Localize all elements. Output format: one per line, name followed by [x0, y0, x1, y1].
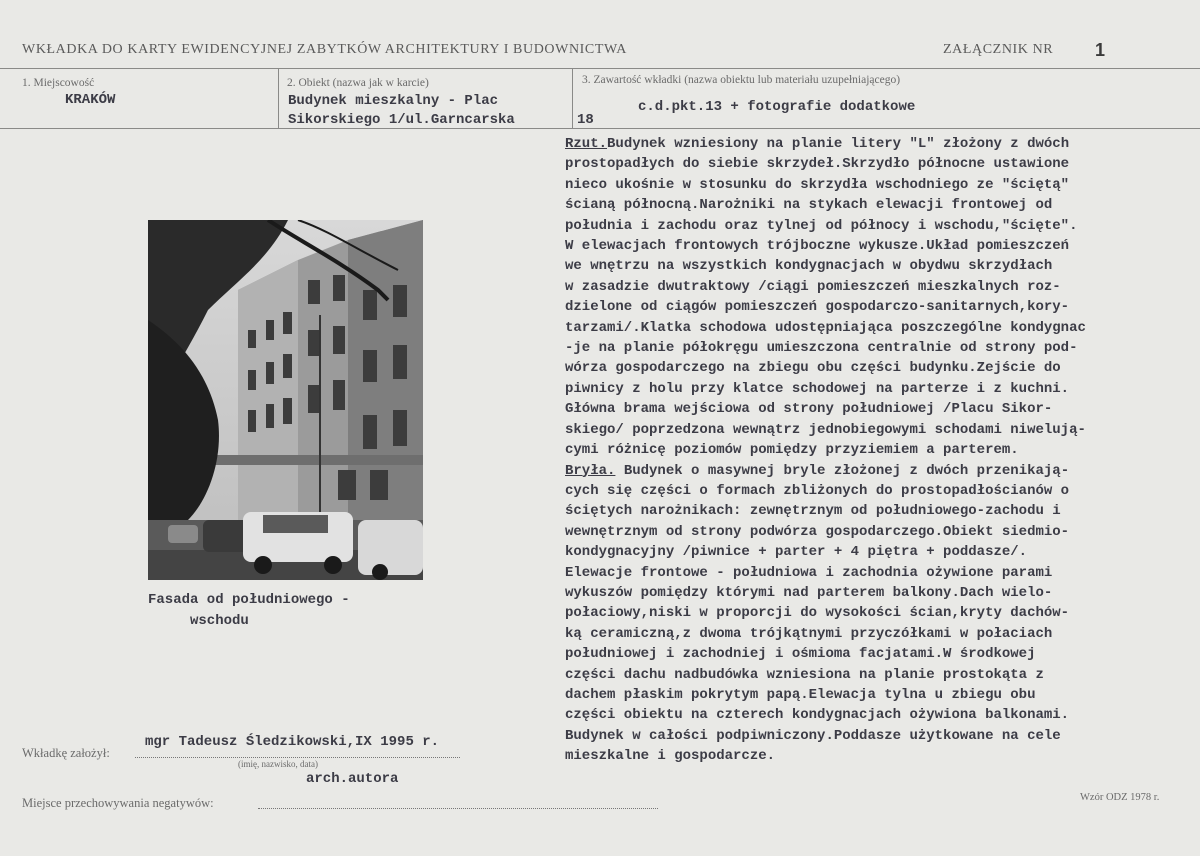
description-line-text: ścianą północną.Narożniki na stykach elewacji frontowej od [565, 197, 1053, 214]
description-line [565, 603, 1200, 623]
description-line-text: dzielone od ciągów pomieszczeń gospodarczo-sanitarnych,kory- [565, 299, 1070, 316]
contents-value: c.d.pkt.13 + fotografie dodatkowe [638, 99, 916, 115]
description-line [565, 726, 1200, 746]
description-line [565, 134, 1200, 154]
description-line-text: Budynek w całości podpiwniczony.Poddasze użytkowane na cele [565, 727, 1061, 744]
description-line [565, 461, 1200, 481]
description-line-text: -je na planie półokręgu umieszczona centralnie od strony pod- [565, 340, 1078, 357]
description-line [565, 624, 1200, 644]
locality-label: 1. Miejscowość [22, 77, 95, 89]
description-line-text: Budynek wzniesiony na planie litery "L" złożony z dwóch [607, 136, 1070, 152]
description-line [565, 236, 1200, 256]
description-line-text: nieco ukośnie w stosunku do skrzydła wschodniego ze "ściętą" [565, 176, 1070, 193]
description-line-text: części obiektu na czterech kondygnacjach ożywiona balkonami. [565, 707, 1070, 724]
description-line [565, 358, 1200, 378]
form-reference: Wzór ODZ 1978 r. [1080, 792, 1160, 803]
negatives-label: Miejsce przechowywania negatywów: [22, 796, 214, 810]
description-line-text: południa i zachodu oraz tylnej od północy i wschodu,"ścięte". [565, 217, 1078, 234]
description-line-text: wewnętrznym od strony podwórza gospodarczego.Obiekt siedmio- [565, 523, 1070, 540]
building-photo-image [148, 220, 423, 580]
description-line [565, 583, 1200, 603]
locality-value: KRAKÓW [65, 92, 116, 108]
description-line [565, 195, 1200, 215]
description-line-text: dachem płaskim pokrytym papą.Elewacja tylna u zbiegu obu [565, 686, 1036, 703]
description-line [565, 399, 1200, 419]
description-line [565, 318, 1200, 338]
description-line [565, 542, 1200, 562]
attachment-label: ZAŁĄCZNIK NR [943, 42, 1054, 57]
description-line [565, 481, 1200, 501]
description-line-text: cymi różnicę poziomów pomiędzy przyziemiem a parterem. [565, 442, 1019, 459]
description-line [565, 501, 1200, 521]
object-value-number: 18 [577, 112, 594, 128]
description-line [565, 746, 1200, 766]
description-line [565, 338, 1200, 358]
attachment-number: 1 [1095, 40, 1106, 60]
description-line [565, 297, 1200, 317]
author-label: Wkładkę założył: [22, 746, 110, 760]
column-divider-2 [572, 68, 573, 128]
description-line-text: Elewacje frontowe - południowa i zachodnia ożywione parami [565, 564, 1053, 581]
description-line-text: części dachu nadbudówka wzniesiona na planie prostokąta z [565, 666, 1044, 683]
description-line-text: piwnicy z holu przy klatce schodowej na parterze i z kuchni. [565, 380, 1070, 397]
photo-caption [148, 590, 350, 632]
object-label: 2. Obiekt (nazwa jak w karcie) [287, 77, 429, 89]
description-line [565, 216, 1200, 236]
description-line-text: ściętych narożnikach: zewnętrznym od południowego-zachodu i [565, 503, 1061, 520]
archive-value: arch.autora [306, 771, 399, 787]
description-line-text: prostopadłych do siebie skrzydeł.Skrzydło północne ustawione [565, 156, 1070, 173]
description-line-text: skiego/ poprzedzona wewnątrz jednobiegowymi schodami niwelują- [565, 421, 1086, 438]
author-value: mgr Tadeusz Śledzikowski,IX 1995 r. [145, 734, 440, 750]
description-line-text: Główna brama wejściowa od strony południowej /Placu Sikor- [565, 401, 1053, 418]
description-line [565, 644, 1200, 664]
header-bottom-rule [0, 128, 1200, 129]
description-line-text: południowej i zachodniej i ośmioma facjatami.W środkowej [565, 646, 1036, 663]
description-text [565, 134, 1200, 767]
description-line-text: we wnętrzu na wszystkich kondygnacjach w obydwu skrzydłach [565, 258, 1053, 275]
description-line [565, 277, 1200, 297]
description-line-text: w zasadzie dwutraktowy /ciągi pomieszczeń mieszkalnych roz- [565, 278, 1061, 295]
description-line-text: mieszkalne i gospodarcze. [565, 748, 776, 765]
description-line [565, 563, 1200, 583]
description-line-text: tarzami/.Klatka schodowa udostępniająca poszczególne kondygnac [565, 319, 1086, 336]
description-line-text: wórza gospodarczego na zbiegu obu części budynku.Zejście do [565, 360, 1061, 377]
description-line-text: W elewacjach frontowych trójboczne wykusze.Układ pomieszczeń [565, 238, 1070, 255]
description-line-text: kondygnacyjny /piwnice + parter + 4 piętra + poddasze/. [565, 544, 1028, 561]
negatives-underline [258, 808, 658, 809]
object-value-line2: Sikorskiego 1/ul.Garncarska [288, 112, 515, 128]
column-divider-1 [278, 68, 279, 128]
description-line [565, 154, 1200, 174]
description-line-text: połaciowy,niski w proporcji do wysokości ścian,kryty dachów- [565, 605, 1070, 622]
author-hint: (imię, nazwisko, data) [238, 759, 318, 769]
description-line [565, 379, 1200, 399]
description-line [565, 175, 1200, 195]
description-line [565, 420, 1200, 440]
section-heading: Bryła. [565, 462, 616, 479]
description-line [565, 685, 1200, 705]
description-line [565, 665, 1200, 685]
building-photograph [148, 220, 423, 580]
section-heading: Rzut. [565, 136, 608, 152]
photo-caption-line2: wschodu [190, 613, 249, 629]
description-line [565, 256, 1200, 276]
description-line [565, 440, 1200, 460]
description-line [565, 522, 1200, 542]
header-top-rule [0, 68, 1200, 69]
contents-label: 3. Zawartość wkładki (nazwa obiektu lub materiału uzupełniającego) [582, 74, 901, 86]
description-line-text: cych się części o formach zbliżonych do prostopadłościanów o [565, 482, 1070, 499]
description-line-text: Budynek o masywnej bryle złożonej z dwóch przenikają- [615, 462, 1070, 479]
description-line-text: ką ceramiczną,z dwoma trójkątnymi przyczółkami w połaciach [565, 625, 1053, 642]
photo-caption-line1: Fasada od południowego - [148, 592, 350, 608]
author-underline [135, 757, 460, 758]
object-value-line1: Budynek mieszkalny - Plac [288, 93, 499, 109]
card-title: WKŁADKA DO KARTY EWIDENCYJNEJ ZABYTKÓW ARCHITEKTURY I BUDOWNICTWA [22, 42, 627, 57]
description-line [565, 705, 1200, 725]
description-line-text: wykuszów pomiędzy którymi nad parterem balkony.Dach wielo- [565, 584, 1053, 601]
